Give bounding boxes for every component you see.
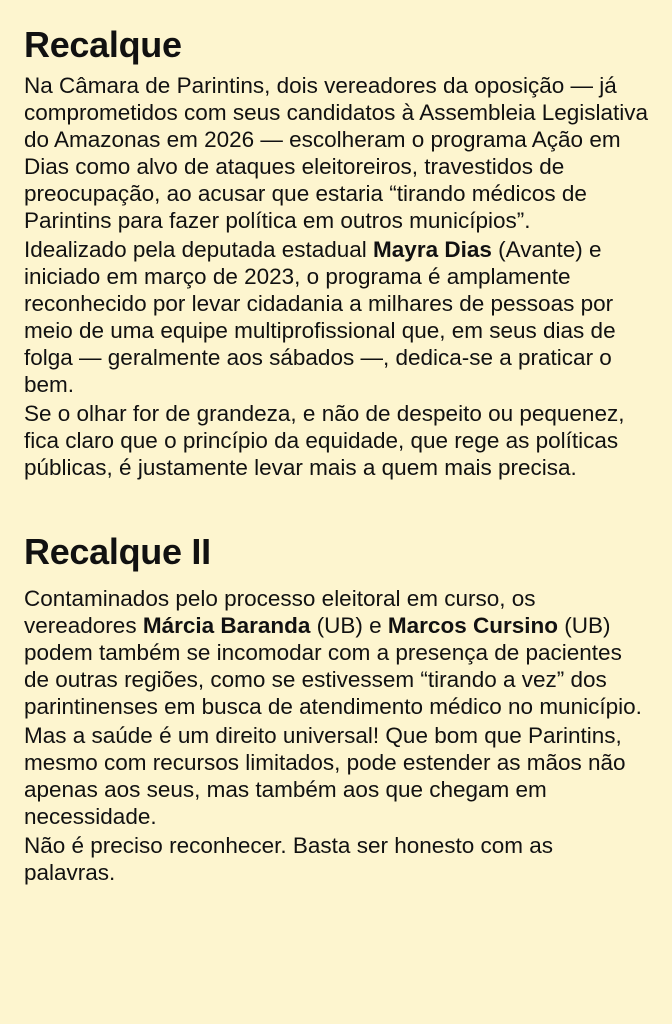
person-name: Marcos Cursino	[387, 613, 558, 638]
section-title: Recalque II	[24, 531, 211, 572]
text-run: (Avante) e iniciado em março de 2023, o programa é amplamente reconhecido por levar cidadania a milhares de pessoas por meio de uma equipe multiprofissional que, em seus dias de folga — geralmente aos sábados —, dedica-se a praticar o bem.	[24, 237, 616, 397]
paragraph	[24, 400, 650, 481]
paragraph	[24, 832, 650, 886]
paragraph	[24, 72, 650, 234]
text-run: Na Câmara de Parintins, dois vereadores da oposição — já comprometidos com seus candidatos à Assembleia Legislativa do Amazonas em 2026 — escolheram o programa Ação em Dias como alvo de ataques eleitoreiros, travestidos de preocupação, ao acusar que estaria “tirando médicos de Parintins para fazer política em outros municípios”.	[24, 73, 649, 233]
text-run: Mas a saúde é um direito universal! Que bom que Parintins, mesmo com recursos limitados, pode estender as mãos não apenas aos seus, mas também aos que chegam em necessidade.	[24, 723, 626, 829]
paragraph	[24, 722, 650, 830]
text-run: Contaminados pelo processo eleitoral em curso, os vereadores	[24, 586, 536, 638]
text-run: Se o olhar for de grandeza, e não de despeito ou pequenez, fica claro que o princípio da equidade, que rege as políticas públicas, é justamente levar mais a quem mais precisa.	[24, 401, 625, 480]
text-run: Não é preciso reconhecer. Basta ser honesto com as palavras.	[24, 833, 554, 885]
person-name: Mayra Dias	[373, 237, 492, 262]
paragraph	[24, 585, 650, 720]
text-run: (UB) e	[310, 613, 388, 638]
text-run: (UB) podem também se incomodar com a presença de pacientes de outras regiões, como se estivessem “tirando a vez” dos parintinenses em busca de atendimento médico no município.	[24, 613, 642, 719]
section-recalque-ii	[24, 531, 650, 886]
person-name: Márcia Baranda	[142, 613, 311, 638]
text-run: Idealizado pela deputada estadual	[24, 237, 374, 262]
section-recalque	[24, 24, 650, 481]
paragraph	[24, 236, 650, 398]
section-title: Recalque	[24, 24, 182, 65]
